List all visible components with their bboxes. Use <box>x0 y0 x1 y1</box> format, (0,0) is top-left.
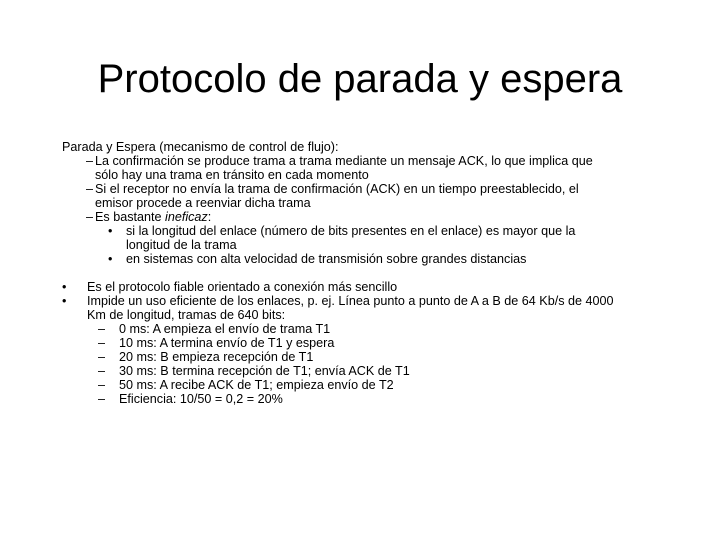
main-bullet-2-line-2: Km de longitud, tramas de 640 bits: <box>87 308 286 322</box>
timeline-item: – 0 ms: A empieza el envío de trama T1 <box>98 322 331 336</box>
dash-marker: – <box>86 210 94 224</box>
dash-marker: – <box>86 154 94 168</box>
timeline-item: – Eficiencia: 10/50 = 0,2 = 20% <box>98 392 283 406</box>
dash-item-2-line-1: – Si el receptor no envía la trama de confirmación (ACK) en un tiempo preestablecido, el <box>86 182 579 196</box>
intro-bold: Parada y Espera <box>62 140 156 154</box>
dash-item-1-line-2: sólo hay una trama en tránsito en cada momento <box>95 168 369 182</box>
slide-title: Protocolo de parada y espera <box>97 57 623 101</box>
timeline-item: – 10 ms: A termina envío de T1 y espera <box>98 336 335 350</box>
dash-marker: – <box>98 392 106 406</box>
intro-rest: (mecanismo de control de flujo): <box>155 140 339 154</box>
dash-marker: – <box>98 322 106 336</box>
main-bullet-1: • Es el protocolo fiable orientado a conexión más sencillo <box>62 280 398 294</box>
sub-bullet-1-line-2: longitud de la trama <box>126 238 237 252</box>
timeline-item: – 50 ms: A recibe ACK de T1; empieza envío de T2 <box>98 378 394 392</box>
bullet-marker: • <box>108 224 113 238</box>
timeline-item: – 20 ms: B empieza recepción de T1 <box>98 350 314 364</box>
spacer <box>62 266 662 280</box>
dash-marker: – <box>98 336 106 350</box>
sub-bullet-1-line-1: • si la longitud del enlace (número de bits presentes en el enlace) es mayor que la <box>108 224 576 238</box>
sub-bullet-2: • en sistemas con alta velocidad de transmisión sobre grandes distancias <box>108 252 527 266</box>
intro-line <box>62 140 662 154</box>
slide-body <box>62 140 662 406</box>
bullet-marker: • <box>62 294 67 308</box>
dash-item-1-line-1: – La confirmación se produce trama a trama mediante un mensaje ACK, lo que implica que <box>86 154 593 168</box>
italic-word: ineficaz <box>165 210 208 224</box>
dash-item-2-line-2: emisor procede a reenviar dicha trama <box>95 196 311 210</box>
timeline-item: – 30 ms: B termina recepción de T1; envía ACK de T1 <box>98 364 410 378</box>
dash-marker: – <box>98 350 106 364</box>
main-bullet-2-line-1: • Impide un uso eficiente de los enlaces, p. ej. Línea punto a punto de A a B de 64 Kb/s de 4000 <box>62 294 614 308</box>
bullet-marker: • <box>108 252 113 266</box>
dash-marker: – <box>98 364 106 378</box>
dash-item-3: – Es bastante ineficaz: <box>86 210 212 224</box>
dash-marker: – <box>86 182 94 196</box>
bullet-marker: • <box>62 280 67 294</box>
dash-marker: – <box>98 378 106 392</box>
